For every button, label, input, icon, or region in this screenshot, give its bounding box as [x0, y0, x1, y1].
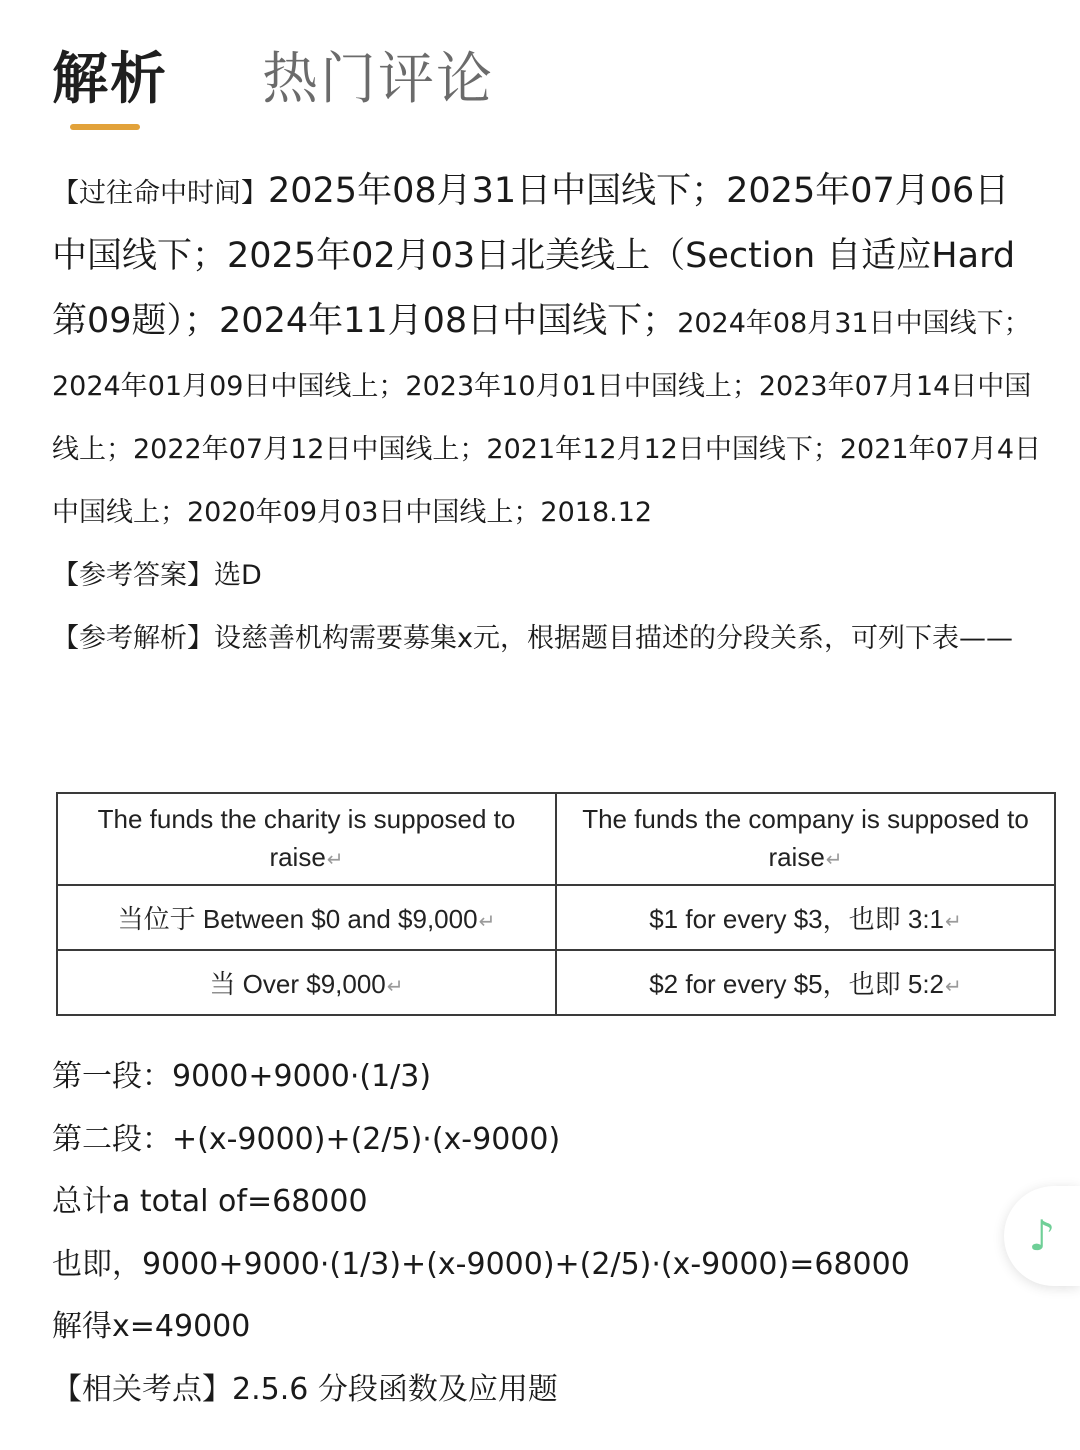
history-label: 【过往命中时间】: [52, 178, 268, 209]
table-header-cell: The funds the charity is supposed to raise↵: [57, 793, 556, 885]
topic-label: 【相关考点】: [52, 1371, 232, 1407]
table-header-cell: The funds the company is supposed to raise↵: [556, 793, 1055, 885]
table-cell: $2 for every $5，也即 5:2↵: [556, 950, 1055, 1015]
topic-value: 2.5.6 分段函数及应用题: [232, 1371, 558, 1407]
history-recent-dates: 2025年08月31日中国线下；2025年07月06日中国线下；2025年02月03日北美线上（Section 自适应Hard第09题）；2024年11月08日中国线下；: [52, 171, 1016, 341]
step-line: 总计a total of=68000: [52, 1184, 368, 1219]
tab-analysis[interactable]: 解析: [52, 47, 168, 112]
table-row: [57, 885, 1055, 950]
active-tab-indicator: [70, 124, 140, 130]
answer-value: 选D: [214, 560, 262, 591]
funds-table: [56, 792, 1056, 1016]
music-note-icon: ♪: [1028, 1211, 1056, 1260]
step-line: 解得x=49000: [52, 1309, 251, 1344]
topic-line: [52, 1359, 1042, 1422]
analysis-content: [52, 160, 1042, 670]
table-header-row: [57, 793, 1055, 885]
table-cell: 当 Over $9,000↵: [57, 950, 556, 1015]
tab-hot-comments[interactable]: 热门评论: [262, 47, 494, 112]
answer-paragraph: [52, 544, 1042, 607]
table-row: [57, 950, 1055, 1015]
table-cell: 当位于 Between $0 and $9,000↵: [57, 885, 556, 950]
analysis-label: 【参考解析】: [52, 623, 214, 654]
answer-label: 【参考答案】: [52, 560, 214, 591]
step-line: 第二段：+(x-9000)+(2/5)·(x-9000): [52, 1121, 561, 1157]
step-line: 也即，9000+9000·(1/3)+(x-9000)+(2/5)·(x-9000)=68000: [52, 1246, 910, 1282]
table-cell: $1 for every $3，也即 3:1↵: [556, 885, 1055, 950]
analysis-paragraph: [52, 607, 1042, 670]
history-older-dates: 2024年08月31日中国线下；2024年01月09日中国线上；2023年10月01日中国线上；2023年07月14日中国线上；2022年07月12日中国线上；2021年12月12日中国线下；2021年07月4日中国线上；2020年09月03日中国线上；2018.12: [52, 308, 1042, 528]
solution-steps: [52, 1046, 1042, 1421]
analysis-text: 设慈善机构需要募集x元，根据题目描述的分段关系，可列下表——: [214, 623, 1013, 654]
history-paragraph: [52, 160, 1042, 544]
tab-bar: [52, 42, 652, 132]
step-line: 第一段：9000+9000·(1/3): [52, 1059, 432, 1094]
